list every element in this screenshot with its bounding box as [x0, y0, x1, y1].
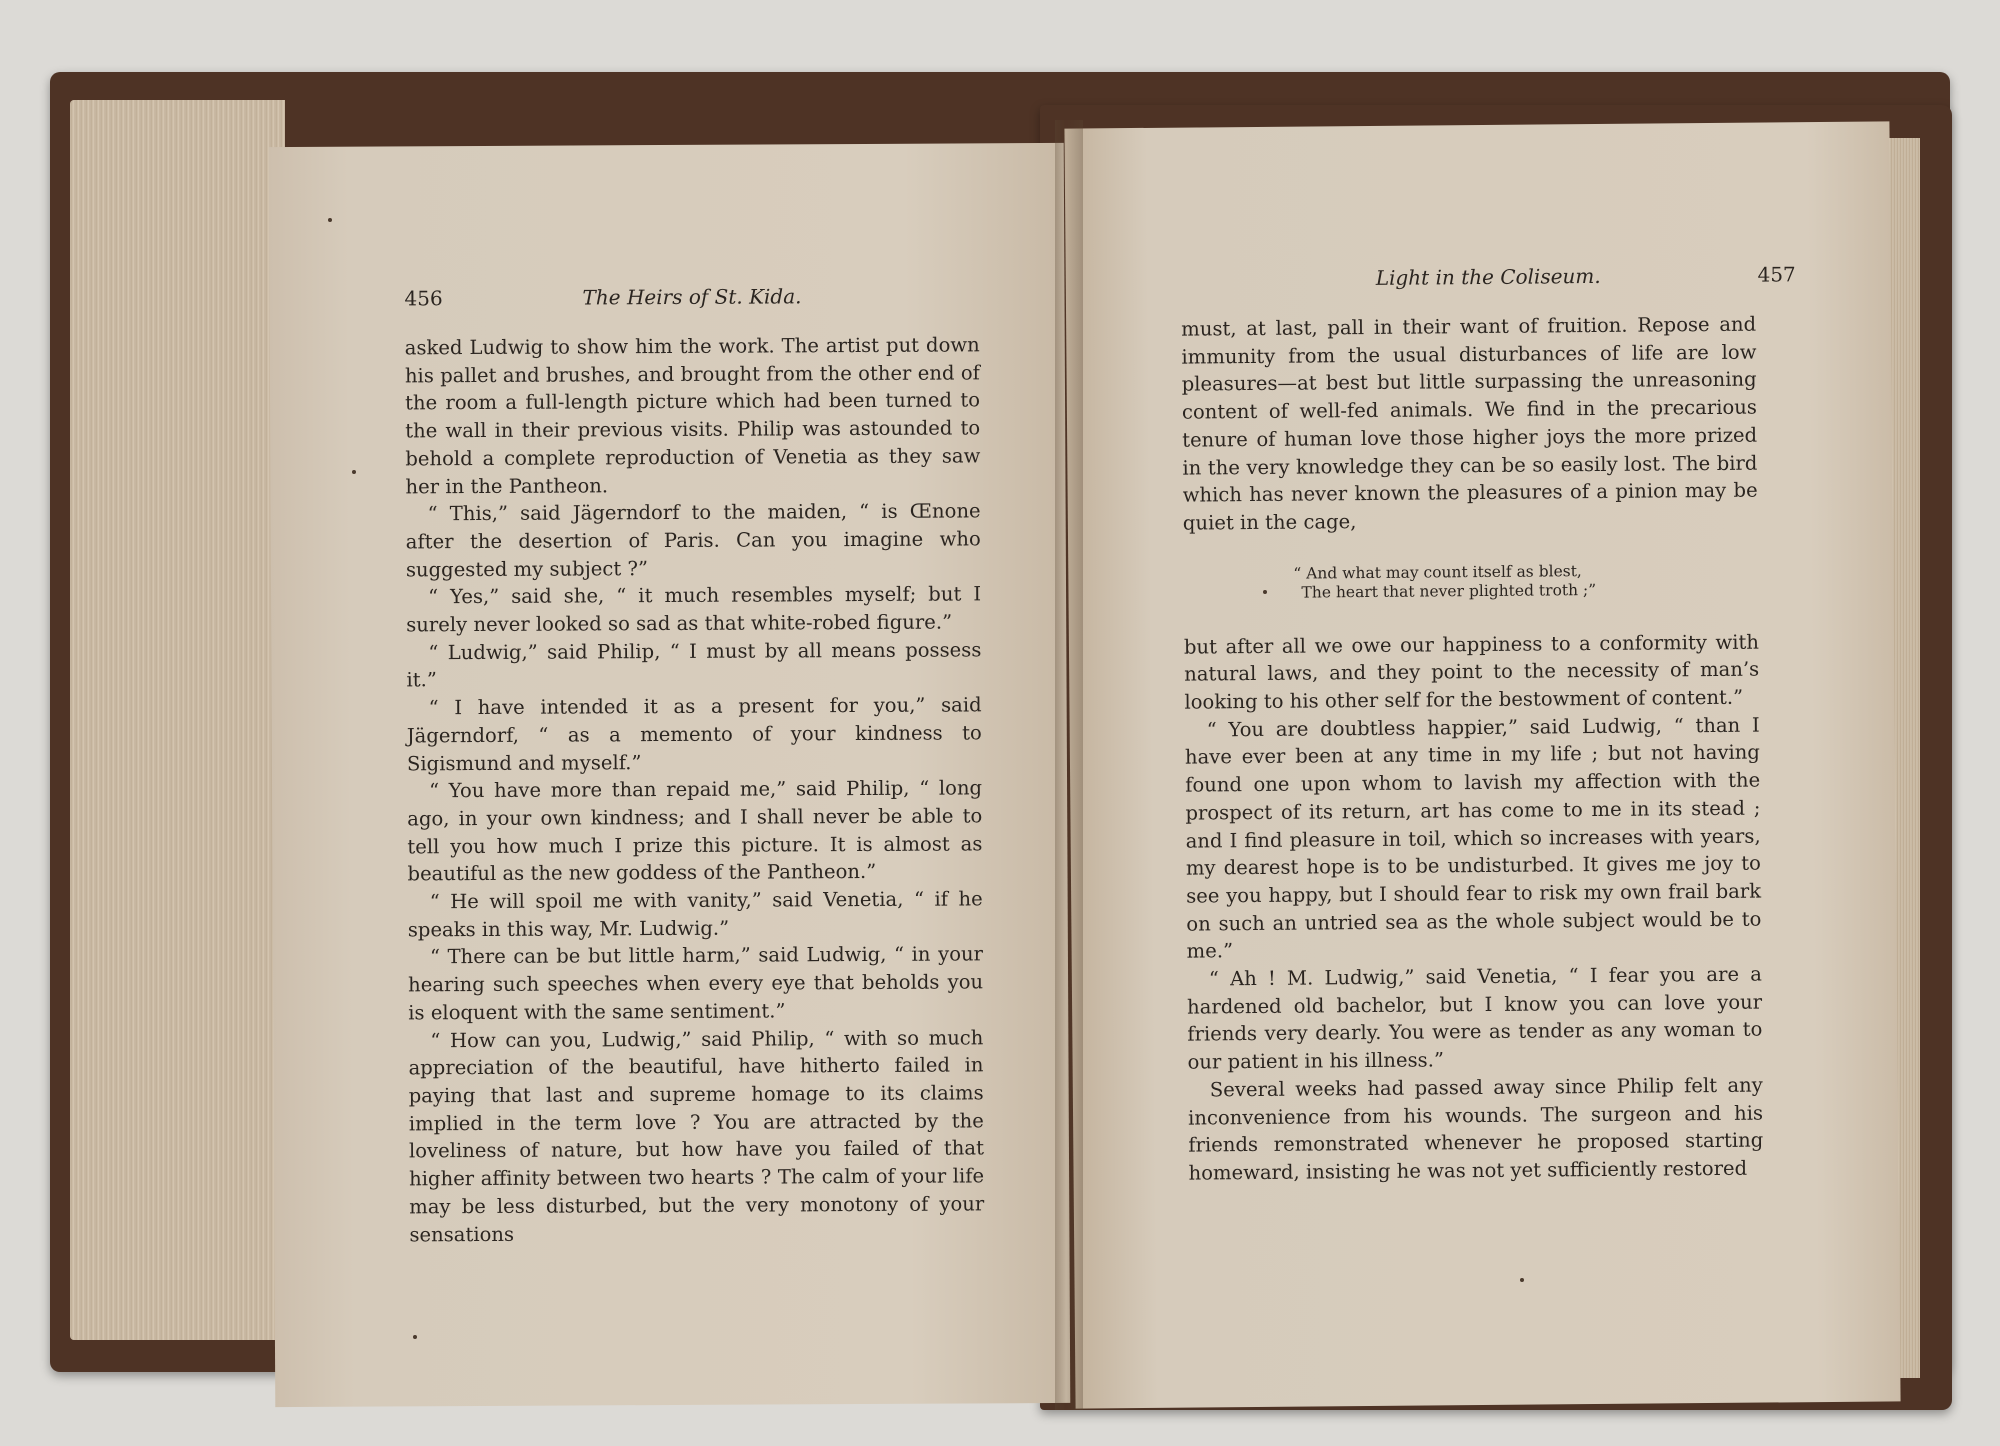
paragraph: “ Ludwig,” said Philip, “ I must by all means possess it.” — [406, 638, 982, 692]
speck — [352, 470, 356, 474]
paragraph: but after all we owe our happiness to a conformity with natural laws, and they point to the necessity of man’s looking to his other self for the bestowment of content.” — [1183, 630, 1760, 714]
paragraph: “ You have more than repaid me,” said Philip, “ long ago, in your own kindness; and I shall never be able to tell you how much I prize this picture. It is almost as beautiful as the new goddess of the Pantheon.” — [407, 776, 983, 886]
paragraph: “ You are doubtless happier,” said Ludwig, “ than I have ever been at any time in my life ; but not having found one upon whom to lavish my affection with the prospect of its return, art has come to me in its stead ; and I find pleasure in toil, which so increases with years, my dearest hope is to be undisturbed. It gives me joy to see you happy, but I should fear to risk my own frail bark on such an untried sea as the whole subject would be to me.” — [1184, 713, 1762, 963]
paragraph: “ How can you, Ludwig,” said Philip, “ with so much appreciation of the beautiful, have hitherto failed in paying that last and supreme homage to its claims implied in the term love ? You are attracted by the loveliness of nature, but how have you failed of that higher affinity between two hearts ? The calm of your life may be less disturbed, but the very monotony of your sensations — [408, 1025, 985, 1246]
running-head-right — [1181, 262, 1796, 297]
left-page-text — [405, 331, 985, 1248]
speck — [1263, 590, 1267, 594]
paragraph: “ Ah ! M. Ludwig,” said Venetia, “ I fear you are a hardened old bachelor, but I know you can love your friends very dearly. You were as tender as any woman to our patient in his illness.” — [1186, 962, 1763, 1074]
paragraph: “ He will spoil me with vanity,” said Venetia, “ if he speaks in this way, Mr. Ludwig.” — [407, 887, 983, 942]
speck — [413, 1335, 417, 1339]
book-gutter — [1055, 120, 1083, 1410]
page-number-right: 457 — [1757, 262, 1796, 287]
page-number-left: 456 — [404, 286, 443, 311]
paragraph: “ Yes,” said she, “ it much resembles myself; but I surely never looked so sad as that white-robed figure.” — [406, 582, 982, 637]
verse-line: The heart that never plighted troth ;” — [1301, 580, 1597, 602]
right-page — [1064, 121, 1900, 1408]
paragraph: Several weeks had passed away since Philip felt any inconvenience from his wounds. The surgeon and his friends remonstrated whenever he proposed starting homeward, insisting he was not yet sufficiently restored — [1187, 1073, 1764, 1185]
verse-quotation — [1183, 560, 1758, 603]
paragraph: “ I have intended it as a present for you,” said Jägerndorf, “ as a memento of your kindness to Sigismund and myself.” — [406, 693, 982, 775]
paragraph: must, at last, pall in their want of fruition. Repose and immunity from the usual disturbances of life are low pleasures—at best but little surpassing the unreasoning content of well-fed animals. We find in the precarious tenure of human love those higher joys the more prized in the very knowledge they can be so easily lost. The bird which has never known the pleasures of a pinion may be quiet in the cage, — [1181, 312, 1758, 535]
page-stack-left — [70, 100, 285, 1340]
left-page — [269, 143, 1071, 1407]
paragraph: “ There can be but little harm,” said Ludwig, “ in your hearing such speeches when every eye that beholds you is eloquent with the same sentiment.” — [408, 942, 984, 1025]
running-title-left: The Heirs of St. Kida. — [582, 284, 802, 310]
running-head-left — [404, 283, 979, 316]
speck — [328, 218, 332, 222]
paragraph: “ This,” said Jägerndorf to the maiden, “ is Œnone after the desertion of Paris. Can you imagine who suggested my subject ?” — [405, 499, 981, 582]
running-title-right: Light in the Coliseum. — [1375, 263, 1601, 290]
paragraph: asked Ludwig to show him the work. The artist put down his pallet and brushes, and brought from the other end of the room a full-length picture which had been turned to the wall in their previous visits. Philip was astounded to behold a complete reproduction of Venetia as they saw her in the Pantheon. — [404, 333, 981, 498]
right-page-text — [1181, 311, 1764, 1188]
verse-line: “ And what may count itself as blest, — [1293, 561, 1582, 583]
speck — [1520, 1278, 1524, 1282]
